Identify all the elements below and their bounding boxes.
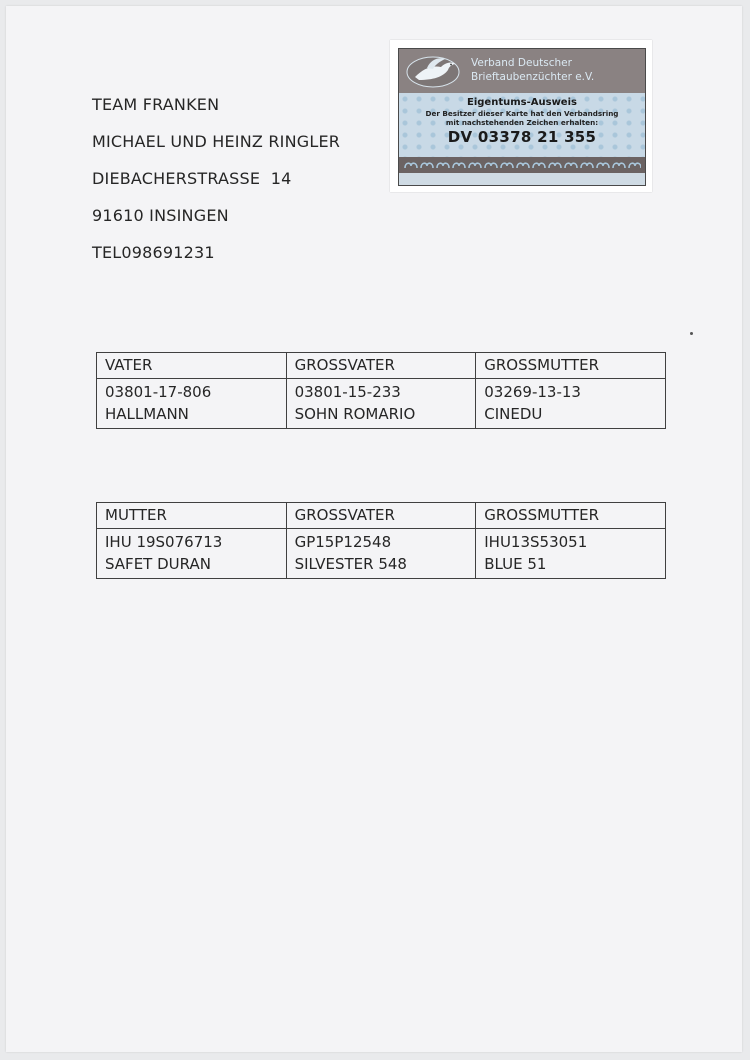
- pattern-icon: [403, 160, 641, 170]
- ring-id: IHU13S53051: [484, 533, 588, 551]
- header-cell: GROSSVATER: [286, 353, 476, 379]
- table-cell: [97, 379, 287, 429]
- table-cell: [97, 529, 287, 579]
- pedigree-table-mother: [96, 502, 666, 579]
- bird-name: SOHN ROMARIO: [294, 405, 416, 423]
- street: DIEBACHERSTRASSE 14: [92, 169, 292, 188]
- bird-name: CINEDU: [484, 405, 543, 423]
- table-row: [97, 529, 666, 579]
- card-org-line2: Brieftaubenzüchter e.V.: [471, 71, 595, 83]
- paper-sheet: [6, 6, 742, 1052]
- pigeon-icon: [405, 55, 461, 89]
- ring-id: 03801-17-806: [105, 383, 212, 401]
- address-block: [92, 94, 340, 279]
- table-cell: [286, 529, 476, 579]
- pedigree-table-father: [96, 352, 666, 429]
- table-cell: [476, 379, 666, 429]
- card-organization: [471, 56, 594, 84]
- card-description: [399, 110, 645, 127]
- card-text-line2: mit nachstehenden Zeichen erhalten:: [445, 117, 599, 127]
- phone: TEL098691231: [92, 243, 215, 262]
- card-pattern-band: [399, 157, 645, 173]
- speck: [690, 332, 693, 335]
- table-cell: [476, 529, 666, 579]
- bird-name: BLUE 51: [484, 555, 547, 573]
- bird-name: HALLMANN: [105, 405, 189, 423]
- card-text-line1: Der Besitzer dieser Karte hat den Verbandsring: [425, 109, 619, 118]
- card-body: [399, 93, 645, 157]
- bird-name: SILVESTER 548: [294, 555, 407, 573]
- ring-id: IHU 19S076713: [105, 533, 223, 551]
- owner-names: MICHAEL UND HEINZ RINGLER: [92, 132, 341, 151]
- table-header-row: [97, 353, 666, 379]
- header-cell: GROSSMUTTER: [476, 503, 666, 529]
- header-cell: MUTTER: [97, 503, 287, 529]
- table-cell: [286, 379, 476, 429]
- card-heading: Eigentums-Ausweis: [467, 97, 577, 108]
- header-cell: GROSSMUTTER: [476, 353, 666, 379]
- card-header: [399, 49, 645, 93]
- ring-id: GP15P12548: [294, 533, 392, 551]
- ring-number: DV 03378 21 355: [447, 128, 597, 146]
- card-footer: [399, 173, 645, 185]
- bird-name: SAFET DURAN: [105, 555, 211, 573]
- card-org-line1: Verband Deutscher: [471, 57, 572, 69]
- table-row: [97, 379, 666, 429]
- header-cell: VATER: [97, 353, 287, 379]
- card-inner: [398, 48, 646, 186]
- ring-id: 03801-15-233: [294, 383, 401, 401]
- postal-city: 91610 INSINGEN: [92, 206, 229, 225]
- ownership-card: [390, 40, 652, 192]
- header-cell: GROSSVATER: [286, 503, 476, 529]
- table-header-row: [97, 503, 666, 529]
- ring-id: 03269-13-13: [484, 383, 581, 401]
- team-name: TEAM FRANKEN: [92, 95, 220, 114]
